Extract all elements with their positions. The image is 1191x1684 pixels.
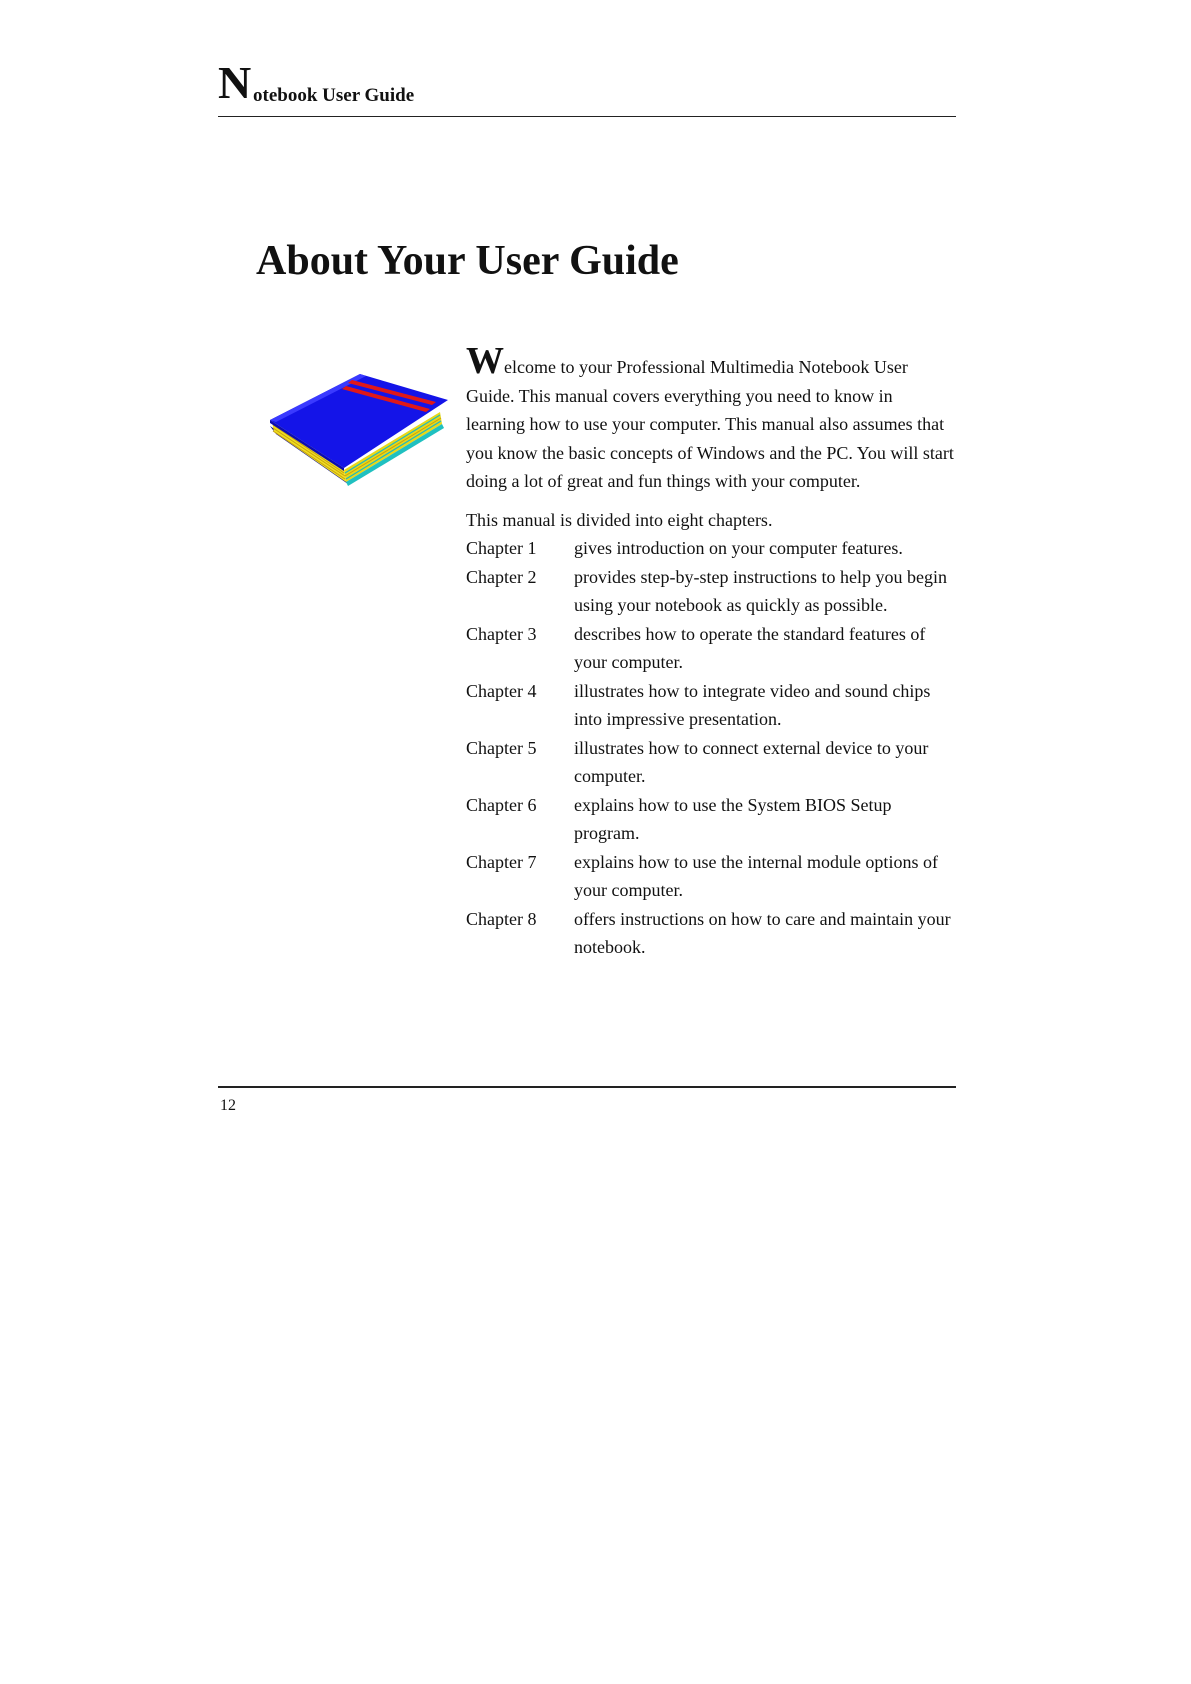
chapter-list xyxy=(466,534,956,962)
chapter-label: Chapter 4 xyxy=(466,680,537,701)
drop-initial: W xyxy=(466,340,504,382)
chapter-row xyxy=(466,791,956,848)
chapter-label: Chapter 2 xyxy=(466,566,537,587)
chapter-label: Chapter 7 xyxy=(466,851,537,872)
header-title: otebook User Guide xyxy=(253,85,415,106)
chapter-row xyxy=(466,905,956,962)
chapter-description: explains how to use the internal module options of your computer. xyxy=(574,851,938,900)
chapters-intro: This manual is divided into eight chapters. xyxy=(466,509,773,530)
chapter-row xyxy=(466,734,956,791)
chapter-label: Chapter 1 xyxy=(466,538,537,558)
intro-paragraph xyxy=(466,342,956,496)
chapter-label: Chapter 3 xyxy=(466,623,537,644)
footer-rule xyxy=(218,1086,956,1088)
chapter-description: provides step-by-step instructions to help you begin using your notebook as quickly as possible. xyxy=(574,566,947,615)
page-title: About Your User Guide xyxy=(256,238,679,284)
chapter-label: Chapter 6 xyxy=(466,794,537,815)
book-icon xyxy=(264,372,450,488)
intro-text: elcome to your Professional Multimedia Notebook User Guide. This manual covers everything you need to know in learning how to use your computer. This manual also assumes that you know the basic concepts of Windows and the PC. You will start doing a lot of great and fun things with your computer. xyxy=(466,357,954,491)
chapter-description: illustrates how to integrate video and sound chips into impressive presentation. xyxy=(574,680,931,729)
chapter-description: explains how to use the System BIOS Setup program. xyxy=(574,794,892,843)
book-illustration xyxy=(264,372,450,488)
chapter-row xyxy=(466,848,956,905)
body-column xyxy=(466,342,956,962)
chapter-description: gives introduction on your computer features. xyxy=(574,538,903,558)
chapter-row xyxy=(466,534,956,563)
chapter-description: describes how to operate the standard features of your computer. xyxy=(574,623,926,672)
header-initial: N xyxy=(218,57,252,108)
chapter-description: illustrates how to connect external device to your computer. xyxy=(574,737,929,786)
chapter-row xyxy=(466,563,956,620)
chapter-description: offers instructions on how to care and maintain your notebook. xyxy=(574,908,951,957)
chapter-row xyxy=(466,677,956,734)
chapter-label: Chapter 5 xyxy=(466,737,537,758)
running-header xyxy=(218,58,956,117)
page-number: 12 xyxy=(220,1097,236,1114)
chapter-label: Chapter 8 xyxy=(466,908,537,929)
chapter-row xyxy=(466,620,956,677)
